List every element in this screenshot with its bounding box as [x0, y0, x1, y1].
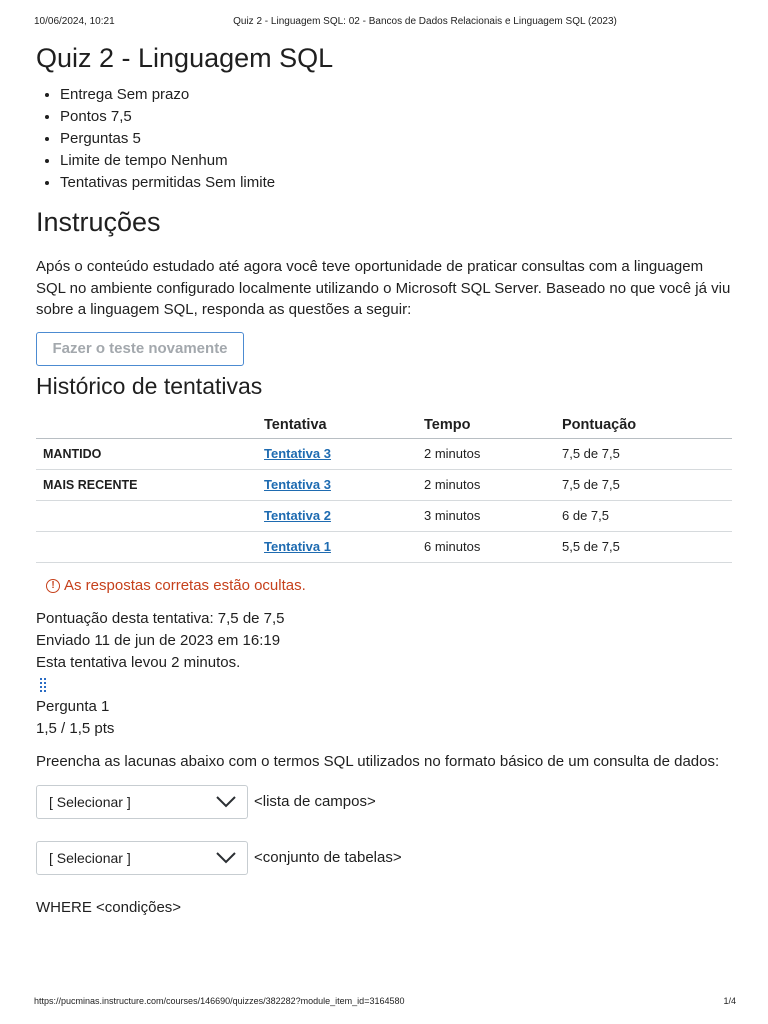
drag-handle-icon[interactable]: [36, 674, 732, 696]
quiz-details-list: [36, 84, 732, 194]
blank-suffix-text: <lista de campos>: [254, 793, 376, 810]
detail-attempts-allowed: • Tentativas permitidas Sem limite: [60, 172, 732, 194]
chevron-down-icon: [215, 795, 237, 809]
attempt-link[interactable]: Tentativa 3: [264, 446, 331, 461]
question-points: 1,5 / 1,5 pts: [36, 719, 115, 737]
table-row: [36, 531, 732, 562]
instructions-text: Após o conteúdo estudado até agora você teve oportunidade de praticar consultas com a linguagem SQL no ambiente configurado localmente utilizando o Microsoft SQL Server. Baseado no que você já viu sobre a linguagem SQL, responda as questões a seguir:: [36, 258, 731, 318]
attempt-summary: [36, 608, 732, 674]
attempt-link[interactable]: Tentativa 2: [264, 508, 331, 523]
where-clause-text: WHERE <condições>: [36, 898, 182, 916]
column-header-time: Tempo: [424, 412, 562, 439]
attempt-link[interactable]: Tentativa 3: [264, 477, 331, 492]
select-value: [ Selecionar ]: [49, 849, 131, 866]
print-title: Quiz 2 - Linguagem SQL: 02 - Bancos de Dados Relacionais e Linguagem SQL (2023): [233, 16, 617, 27]
attempt-status-label: [36, 531, 264, 562]
detail-due: • Entrega Sem prazo: [60, 84, 732, 106]
detail-time-limit: • Limite de tempo Nenhum: [60, 150, 732, 172]
attempt-score: 7,5 de 7,5: [562, 438, 732, 469]
main-content: [36, 40, 732, 919]
print-url: https://pucminas.instructure.com/courses/146690/quizzes/382282?module_item_id=3164580: [34, 996, 405, 1006]
question-header: [36, 696, 732, 740]
attempt-status-label: MANTIDO: [36, 438, 264, 469]
blank-suffix-text: <conjunto de tabelas>: [254, 849, 402, 866]
blank-row: [36, 841, 732, 875]
attempt-history-table: [36, 412, 732, 563]
table-row: [36, 500, 732, 531]
blank-select-dropdown[interactable]: [36, 785, 248, 819]
attempt-time: 6 minutos: [424, 531, 562, 562]
attempt-score: 6 de 7,5: [562, 500, 732, 531]
question-text: Preencha as lacunas abaixo com o termos SQL utilizados no formato básico de um consulta de dados:: [36, 752, 720, 770]
column-header-score: Pontuação: [562, 412, 732, 439]
blank-row: [36, 785, 732, 819]
attempt-history-heading: Histórico de tentativas: [36, 372, 263, 399]
attempt-score: 5,5 de 7,5: [562, 531, 732, 562]
table-row: [36, 469, 732, 500]
column-header-attempt: Tentativa: [264, 412, 424, 439]
attempt-score: 7,5 de 7,5: [562, 469, 732, 500]
blank-select-dropdown[interactable]: [36, 841, 248, 875]
print-date: 10/06/2024, 10:21: [34, 16, 115, 27]
attempt-status-label: [36, 500, 264, 531]
instructions-heading: Instruções: [36, 207, 161, 237]
retake-quiz-button[interactable]: Fazer o teste novamente: [36, 332, 244, 366]
hidden-answers-notice: [46, 575, 732, 597]
print-header: [34, 16, 736, 30]
attempt-submitted-line: Enviado 11 de jun de 2023 em 16:19: [36, 631, 281, 649]
page-title: Quiz 2 - Linguagem SQL: [36, 43, 334, 73]
print-page-number: 1/4: [723, 996, 736, 1006]
question-title: Pergunta 1: [36, 697, 110, 715]
attempt-time: 3 minutos: [424, 500, 562, 531]
chevron-down-icon: [215, 851, 237, 865]
attempt-score-line: Pontuação desta tentativa: 7,5 de 7,5: [36, 609, 285, 627]
print-footer: [34, 996, 736, 1008]
column-header-status: [36, 412, 264, 439]
attempt-duration-line: Esta tentativa levou 2 minutos.: [36, 653, 241, 671]
attempt-status-label: MAIS RECENTE: [36, 469, 264, 500]
detail-questions: • Perguntas 5: [60, 128, 732, 150]
warning-circle-icon: !: [46, 579, 60, 593]
table-header-row: [36, 412, 732, 439]
attempt-link[interactable]: Tentativa 1: [264, 539, 331, 554]
hidden-answers-text: As respostas corretas estão ocultas.: [64, 576, 306, 594]
attempt-time: 2 minutos: [424, 469, 562, 500]
table-row: [36, 438, 732, 469]
attempt-time: 2 minutos: [424, 438, 562, 469]
select-value: [ Selecionar ]: [49, 793, 131, 810]
detail-points: • Pontos 7,5: [60, 106, 732, 128]
